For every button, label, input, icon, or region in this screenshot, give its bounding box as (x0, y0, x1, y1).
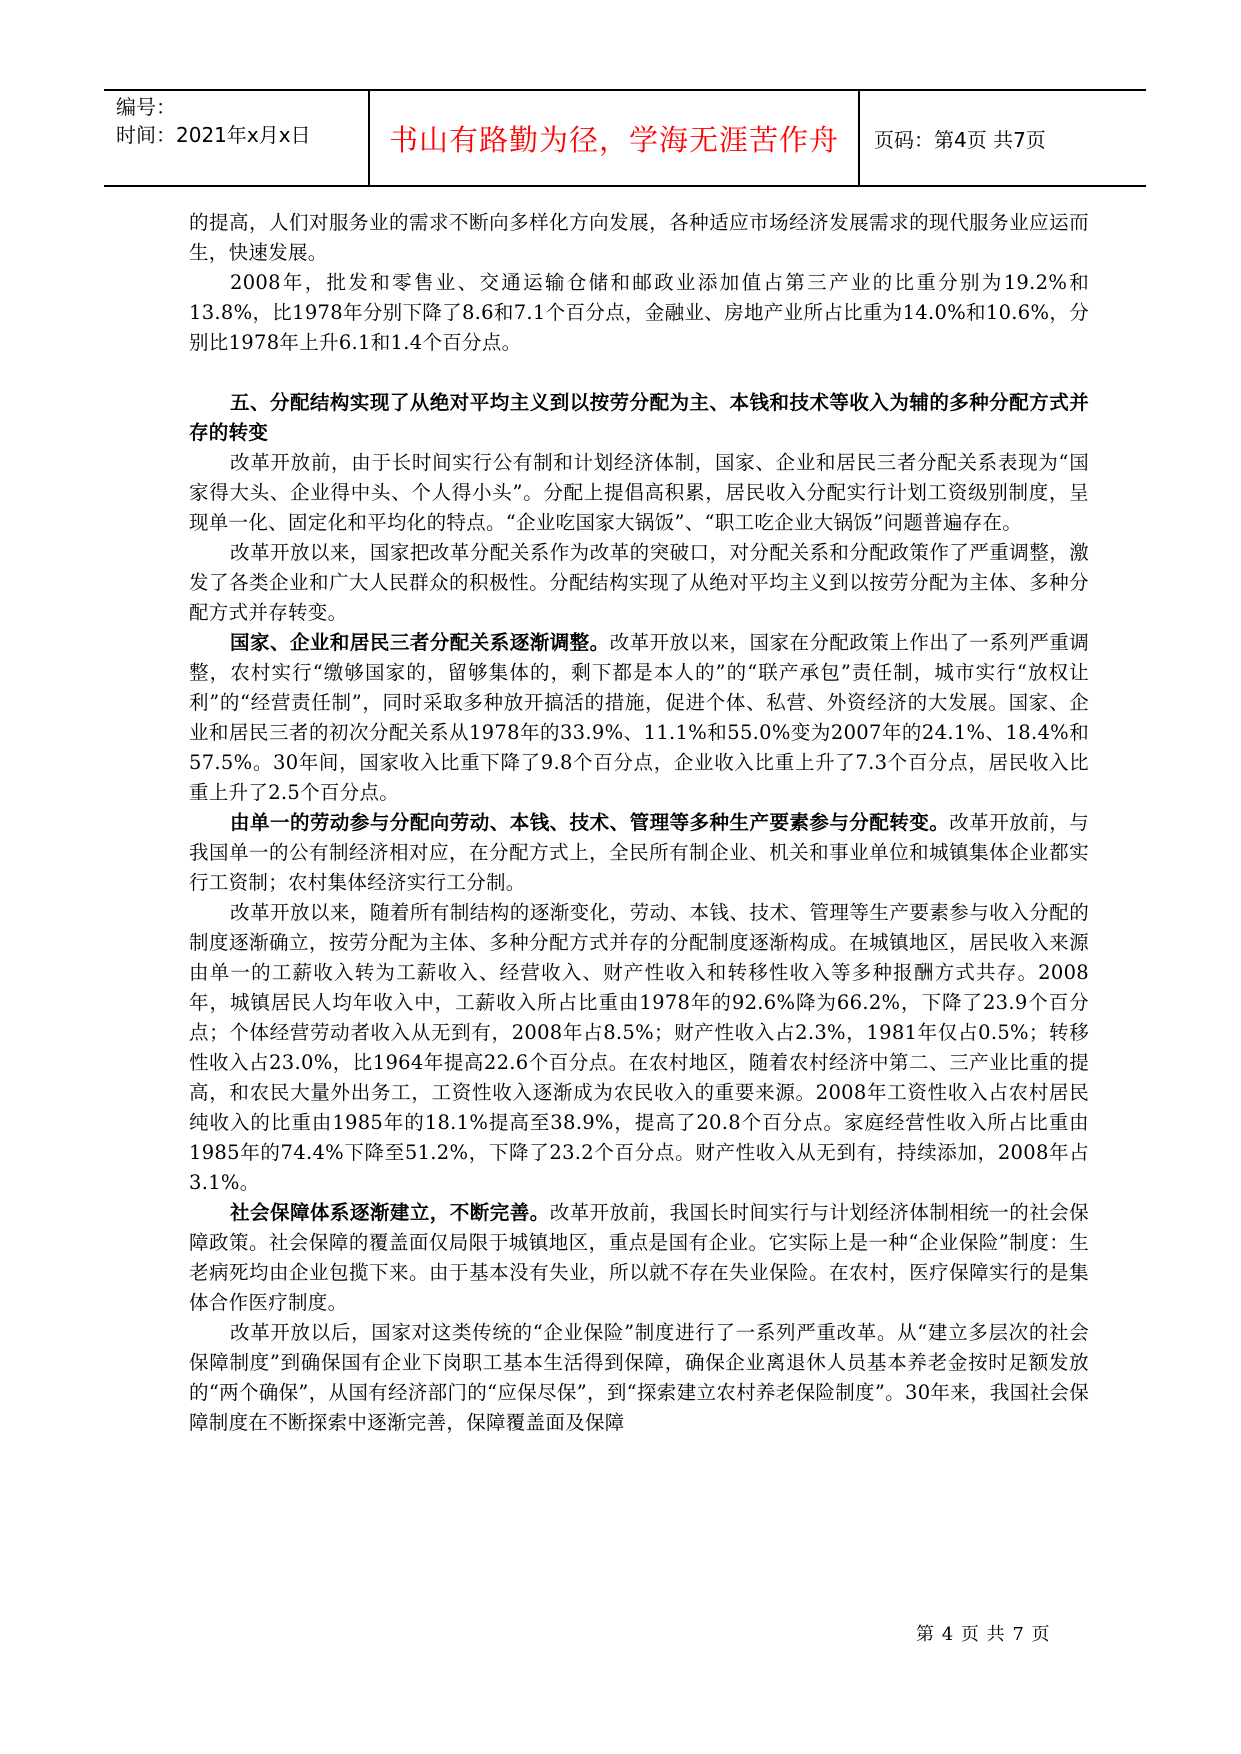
paragraph (189, 808, 1089, 898)
document-body (189, 208, 1089, 1438)
paragraph-gap (189, 358, 1089, 388)
document-header (104, 89, 1146, 187)
header-motto: 书山有路勤为径，学海无涯苦作舟 (388, 122, 839, 157)
paragraph: 改革开放前，由于长时间实行公有制和计划经济体制，国家、企业和居民三者分配关系表现为“国家得大头、企业得中头、个人得小头”。分配上提倡高积累，居民收入分配实行计划工资级别制度，呈现单一化、固定化和平均化的特点。“企业吃国家大锅饭”、“职工吃企业大锅饭”问题普遍存在。 (189, 451, 1089, 534)
paragraph: 的提高，人们对服务业的需求不断向多样化方向发展，各种适应市场经济发展需求的现代服务业应运而生，快速发展。 (189, 211, 1089, 264)
paragraph: 改革开放以来，随着所有制结构的逐渐变化，劳动、本钱、技术、管理等生产要素参与收入分配的制度逐渐确立，按劳分配为主体、多种分配方式并存的分配制度逐渐构成。在城镇地区，居民收入来源由单一的工薪收入转为工薪收入、经营收入、财产性收入和转移性收入等多种报酬方式共存。2008年，城镇居民人均年收入中，工薪收入所占比重由1978年的92.6%降为66.2%，下降了23.9个百分点；个体经营劳动者收入从无到有，2008年占8.5%；财产性收入占2.3%，1981年仅占0.5%；转移性收入占23.0%，比1964年提高22.6个百分点。在农村地区，随着农村经济中第二、三产业比重的提高，和农民大量外出务工，工资性收入逐渐成为农民收入的重要来源。2008年工资性收入占农村居民纯收入的比重由1985年的18.1%提高至38.9%，提高了20.8个百分点。家庭经营性收入所占比重由1985年的74.4%下降至51.2%，下降了23.2个百分点。财产性收入从无到有，持续添加，2008年占3.1%。 (189, 901, 1089, 1194)
time-label: 时间：2021年x月x日 (116, 123, 311, 147)
paragraph: 改革开放以来，国家把改革分配关系作为改革的突破口，对分配关系和分配政策作了严重调整，激发了各类企业和广大人民群众的积极性。分配结构实现了从绝对平均主义到以按劳分配为主体、多种分配方式并存转变。 (189, 541, 1089, 624)
section-heading: 五、分配结构实现了从绝对平均主义到以按劳分配为主、本钱和技术等收入为辅的多种分配方式并存的转变 (189, 391, 1089, 444)
paragraph: 2008年，批发和零售业、交通运输仓储和邮政业添加值占第三产业的比重分别为19.2%和13.8%，比1978年分别下降了8.6和7.1个百分点，金融业、房地产业所占比重为14.0%和10.6%，分别比1978年上升6.1和1.4个百分点。 (189, 271, 1089, 354)
footer-page-number: 第 4 页 共 7 页 (916, 1624, 1051, 1645)
paragraph-text: 改革开放前，与我国单一的公有制经济相对应，在分配方式上，全民所有制企业、机关和事业单位和城镇集体企业都实行工资制；农村集体经济实行工分制。 (189, 811, 1089, 894)
paragraph-lead: 由单一的劳动参与分配向劳动、本钱、技术、管理等多种生产要素参与分配转变。 (230, 811, 950, 834)
header-page-number: 页码：第4页 共7页 (874, 127, 1046, 152)
paragraph: 改革开放以后，国家对这类传统的“企业保险”制度进行了一系列严重改革。从“建立多层次的社会保障制度”到确保国有企业下岗职工基本生活得到保障，确保企业离退休人员基本养老金按时足额发放的“两个确保”，从国有经济部门的“应保尽保”，到“探索建立农村养老保险制度”。30年来，我国社会保障制度在不断探索中逐渐完善，保障覆盖面及保障 (189, 1321, 1089, 1434)
paragraph-text: 改革开放以来，国家在分配政策上作出了一系列严重调整，农村实行“缴够国家的，留够集体的，剩下都是本人的”的“联产承包”责任制，城市实行“放权让利”的“经营责任制”，同时采取多种放开搞活的措施，促进个体、私营、外资经济的大发展。国家、企业和居民三者的初次分配关系从1978年的33.9%、11.1%和55.0%变为2007年的24.1%、18.4%和57.5%。30年间，国家收入比重下降了9.8个百分点，企业收入比重上升了7.3个百分点，居民收入比重上升了2.5个百分点。 (189, 631, 1089, 804)
header-left-cell (116, 93, 366, 149)
paragraph (189, 1198, 1089, 1318)
header-divider (858, 91, 860, 185)
paragraph-lead: 国家、企业和居民三者分配关系逐渐调整。 (230, 631, 610, 654)
paragraph-text: 改革开放前，我国长时间实行与计划经济体制相统一的社会保障政策。社会保障的覆盖面仅局限于城镇地区，重点是国有企业。它实际上是一种“企业保险”制度：生老病死均由企业包揽下来。由于基本没有失业，所以就不存在失业保险。在农村，医疗保障实行的是集体合作医疗制度。 (189, 1201, 1089, 1314)
number-label: 编号： (116, 95, 176, 119)
paragraph-lead: 社会保障体系逐渐建立，不断完善。 (230, 1201, 550, 1224)
paragraph (189, 628, 1089, 808)
